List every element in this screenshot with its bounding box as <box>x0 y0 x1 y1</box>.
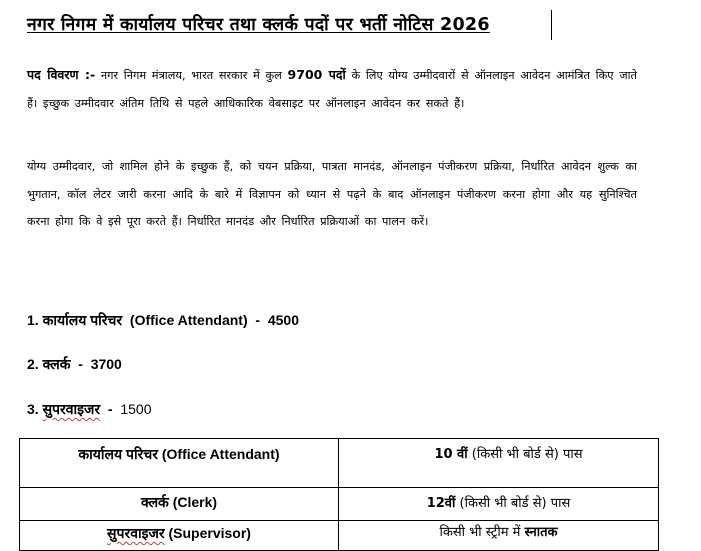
document-title: नगर निगम में कार्यालय परिचर तथा क्लर्क पदों पर भर्ती नोटिस 2026 <box>27 15 490 35</box>
table-cell-post: कार्यालय परिचर (Office Attendant) <box>20 439 339 488</box>
separator: - <box>107 401 113 417</box>
qualification-bold: 12वीं <box>426 496 456 511</box>
table-cell-qualification <box>339 439 659 488</box>
table-row <box>20 488 659 521</box>
post-name-english: (Office Attendant) <box>129 312 248 328</box>
eligibility-table <box>19 438 659 551</box>
total-posts-count: 9700 पदों <box>287 67 346 82</box>
post-details-label: पद विवरण :- <box>27 67 96 82</box>
list-number: 3. <box>27 401 39 417</box>
list-number: 2. <box>27 356 39 372</box>
post-details-text-2: के लिए योग्य उम्मीदवारों से ऑनलाइन आवेदन आमंत्रित किए जाते हैं। इच्छुक उम्मीदवार अंतिम तिथि से पहले आधिकारिक वेबसाइट पर ऑनलाइन आवेदन कर सकते हैं। <box>27 69 637 110</box>
post-list-item-supervisor <box>27 400 152 419</box>
qualification-bold: 10 वीं <box>434 447 468 462</box>
post-count: 1500 <box>120 401 152 417</box>
post-count: 3700 <box>90 356 122 372</box>
instructions-paragraph: योग्य उम्मीदवार, जो शामिल होने के इच्छुक हैं, को चयन प्रक्रिया, पात्रता मानदंड, ऑनलाइन पंजीकरण प्रक्रिया, निर्धारित आवेदन शुल्क का भुगतान, कॉल लेटर जारी करना आदि के बारे में विज्ञापन को ध्यान से पढ़ने के बाद ऑनलाइन पंजीकरण करना होगा और यह सुनिश्चित करना होगा कि वे इसे पूरा करते हैं। निर्धारित मानदंड और निर्धारित प्रक्रियाओं का पालन करें। <box>27 160 637 228</box>
post-name: सुपरवाइजर <box>42 401 101 417</box>
qualification-bold: स्नातक <box>524 525 558 540</box>
qualification-text: (किसी भी बोर्ड से) पास <box>455 496 571 511</box>
post-name: कार्यालय परिचर <box>42 312 123 328</box>
post-count: 4500 <box>267 312 299 328</box>
list-number: 1. <box>27 312 39 328</box>
post-name-hindi: सुपरवाइजर <box>107 525 165 541</box>
table-row <box>20 521 659 551</box>
post-details-text-1: नगर निगम मंत्रालय, भारत सरकार में कुल <box>95 69 288 82</box>
qualification-text: (किसी भी बोर्ड से) पास <box>467 447 583 462</box>
post-name-english: (Supervisor) <box>164 525 251 541</box>
table-cell-post <box>20 521 339 551</box>
separator: - <box>255 312 261 328</box>
table-cell-post: क्लर्क (Clerk) <box>20 488 339 521</box>
table-row <box>20 439 659 488</box>
qualification-text: किसी भी स्ट्रीम में <box>439 525 525 540</box>
post-list-item-clerk <box>27 355 122 374</box>
table-cell-qualification <box>339 521 659 551</box>
table-cell-qualification <box>339 488 659 521</box>
post-list-item-office-attendant <box>27 311 299 330</box>
separator: - <box>78 356 83 372</box>
post-name: क्लर्क <box>42 356 71 372</box>
post-details-paragraph <box>27 61 637 117</box>
text-cursor <box>551 10 552 40</box>
